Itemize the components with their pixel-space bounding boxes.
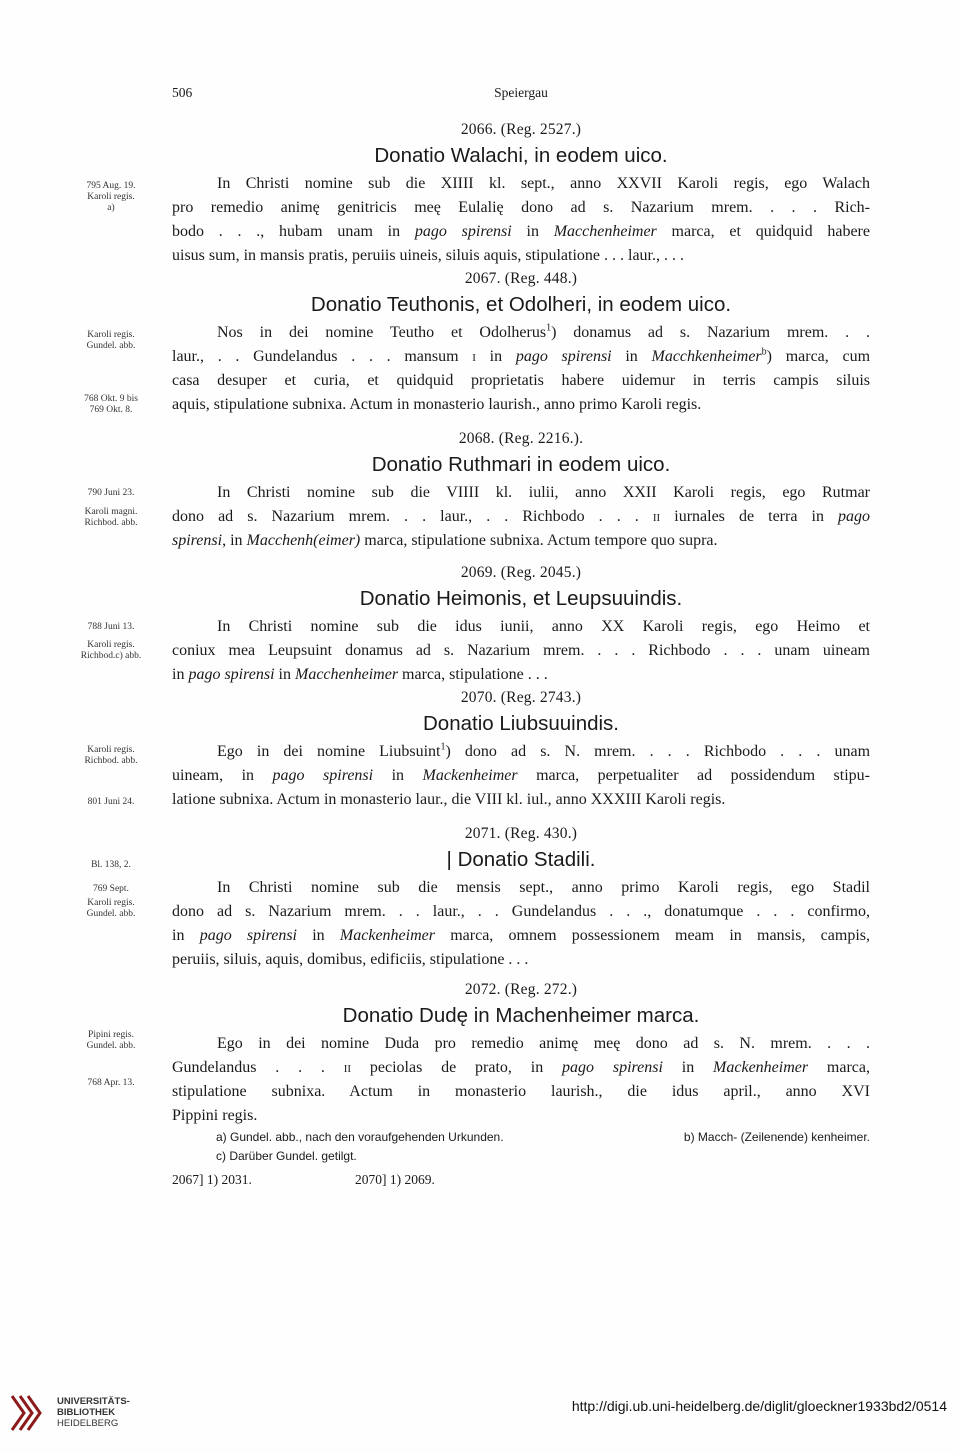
margin-note: 768 Apr. 13.: [87, 1078, 135, 1088]
charter-entry: [172, 822, 870, 972]
text-line: Pippini regis.: [172, 1107, 258, 1125]
entry-title: | Donatio Stadili.: [446, 848, 596, 871]
library-logo-icon: [8, 1390, 48, 1436]
text-line: dono ad s. Nazarium mrem. . . laur., . . Gundelandus . . ., donatumque . . . confirmo,: [172, 903, 870, 921]
entry-text: [172, 172, 870, 268]
text-line: dono ad s. Nazarium mrem. . . laur., . . Richbodo . . . ii iurnales de terra in pago: [172, 508, 871, 526]
entry-number: 2066. (Reg. 2527.): [460, 121, 582, 138]
entry-number: 2067. (Reg. 448.): [464, 270, 578, 287]
entry-number: 2070. (Reg. 2743.): [460, 689, 582, 706]
text-line: Ego in dei nomine Liubsuint$^1$) dono ad s. N. mrem. . . . Richbodo . . . unam: [217, 741, 871, 760]
entry-text: [172, 740, 870, 812]
text-line: bodo . . ., hubam unam in pago spirensi in Macchenheimer marca, et quidquid habere: [172, 223, 870, 241]
charter-entry: [172, 118, 870, 268]
footnote-c: c) Darüber Gundel. getilgt.: [216, 1149, 357, 1163]
entry-title: Donatio Liubsuuindis.: [422, 712, 620, 735]
entry-title: Donatio Heimonis, et Leupsuuindis.: [359, 587, 683, 610]
charter-entry: [172, 686, 870, 812]
text-line: uineam, in pago spirensi in Mackenheimer marca, perpetualiter ad possidendum stipu-: [172, 767, 870, 785]
source-url-link[interactable]: http://digi.ub.uni-heidelberg.de/diglit/gloeckner1933bd2/0514: [571, 1398, 947, 1414]
margin-note: 801 Juni 24.: [87, 797, 135, 807]
footnote-b: b) Macch- (Zeilenende) kenheimer.: [683, 1130, 870, 1144]
text-line: Gundelandus . . . ii peciolas de prato, in pago spirensi in Mackenheimer marca,: [172, 1059, 871, 1077]
text-line: peruiis, siluis, aquis, domibus, edificiis, stipulatione . . .: [172, 951, 529, 969]
entry-number: 2068. (Reg. 2216.).: [458, 430, 584, 447]
entry-text: [172, 615, 870, 687]
entry-text: [172, 876, 870, 972]
text-line: In Christi nomine sub die VIIII kl. iulii, anno XXII Karoli regis, ego Rutmar: [217, 484, 870, 501]
reference: 2067] 1) 2031.: [172, 1172, 252, 1187]
institution-name: UNIVERSITÄTS- BIBLIOTHEK HEIDELBERG: [57, 1396, 130, 1429]
margin-note: 795 Aug. 19. Karoli regis. a): [86, 181, 136, 213]
charter-entry: [172, 561, 870, 687]
text-line: In Christi nomine sub die mensis sept., anno primo Karoli regis, ego Stadil: [217, 879, 870, 896]
text-line: latione subnixa. Actum in monasterio laur., die VIII kl. iul., anno XXXIII Karoli regis.: [172, 791, 726, 809]
text-line: in pago spirensi in Macchenheimer marca, stipulatione . . .: [172, 666, 548, 684]
footnote-a: a) Gundel. abb., nach den voraufgehenden Urkunden.: [216, 1130, 504, 1144]
margin-note: Karoli magni. Richbod. abb.: [84, 507, 138, 528]
margin-note: 768 Okt. 9 bis 769 Okt. 8.: [84, 394, 138, 415]
text-line: Nos in dei nomine Teutho et Odolherus$^1$) donamus ad s. Nazarium mrem. . .: [217, 322, 870, 341]
margin-note: 790 Juni 23.: [87, 488, 135, 498]
entry-number: 2071. (Reg. 430.): [464, 825, 578, 842]
text-line: aquis, stipulatione subnixa. Actum in monasterio laurish., anno primo Karoli regis.: [172, 396, 702, 414]
margin-note: Karoli regis. Richbod.c) abb.: [80, 640, 142, 661]
margin-note: Karoli regis. Richbod. abb.: [84, 745, 138, 766]
charter-entry: [172, 267, 870, 417]
entry-title: Donatio Walachi, in eodem uico.: [374, 144, 668, 167]
charter-entry: [172, 978, 870, 1128]
text-line: In Christi nomine sub die XIIII kl. sept., anno XXVII Karoli regis, ego Walach: [217, 175, 870, 192]
page-header: [172, 85, 870, 105]
text-line: stipulatione subnixa. Actum in monasterio laurish., die idus april., anno XVI: [172, 1083, 870, 1101]
text-line: laur., . . Gundelandus . . . mansum i in pago spirensi in Macchkenheimer$^b$) marca, cum: [172, 346, 871, 366]
margin-note: Karoli regis. Gundel. abb.: [86, 330, 136, 351]
reference: 2070] 1) 2069.: [355, 1172, 435, 1187]
entry-number: 2072. (Reg. 272.): [464, 981, 578, 998]
entry-text: [172, 1032, 870, 1128]
page-number: 506: [172, 85, 193, 100]
text-line: pro remedio animę genitricis meę Eulalię dono ad s. Nazarium mrem. . . . Rich-: [172, 199, 870, 217]
text-line: coniux mea Leupsuint donamus ad s. Nazarium mrem. . . . Richbodo . . . unam uineam: [172, 642, 870, 660]
margin-note: 788 Juni 13.: [87, 622, 135, 632]
entry-title: Donatio Teuthonis, et Odolheri, in eodem uico.: [310, 293, 732, 316]
entry-text: [172, 321, 870, 417]
margin-note: Pipini regis. Gundel. abb.: [86, 1030, 136, 1051]
running-title: Speiergau: [494, 85, 548, 100]
text-line: spirensi, in Macchenh(eimer) marca, stipulatione subnixa. Actum tempore quo supra.: [172, 532, 718, 550]
text-line: In Christi nomine sub die idus iunii, anno XX Karoli regis, ego Heimo et: [217, 618, 870, 635]
entry-title: Donatio Dudę in Machenheimer marca.: [342, 1004, 700, 1027]
text-line: casa desuper et curia, et quidquid proprietatis habere uidemur in terris campis siluis: [172, 372, 870, 390]
charter-entry: [172, 427, 870, 553]
margin-note: Bl. 138, 2.: [91, 860, 131, 870]
margin-note: 769 Sept.: [93, 884, 129, 894]
margin-note: Karoli regis. Gundel. abb.: [86, 898, 136, 919]
text-line: uisus sum, in mansis pratis, peruiis uineis, siluis aquis, stipulatione . . . laur., . . .: [172, 247, 684, 265]
text-line: Ego in dei nomine Duda pro remedio animę meę dono ad s. N. mrem. . . .: [217, 1035, 870, 1052]
entry-text: [172, 481, 870, 553]
entry-number: 2069. (Reg. 2045.): [460, 564, 582, 581]
text-line: in pago spirensi in Mackenheimer marca, omnem possessionem meam in mansis, campis,: [172, 927, 870, 945]
entry-title: Donatio Ruthmari in eodem uico.: [371, 453, 671, 476]
library-footer: [0, 1375, 959, 1452]
footnotes: [172, 1128, 870, 1166]
